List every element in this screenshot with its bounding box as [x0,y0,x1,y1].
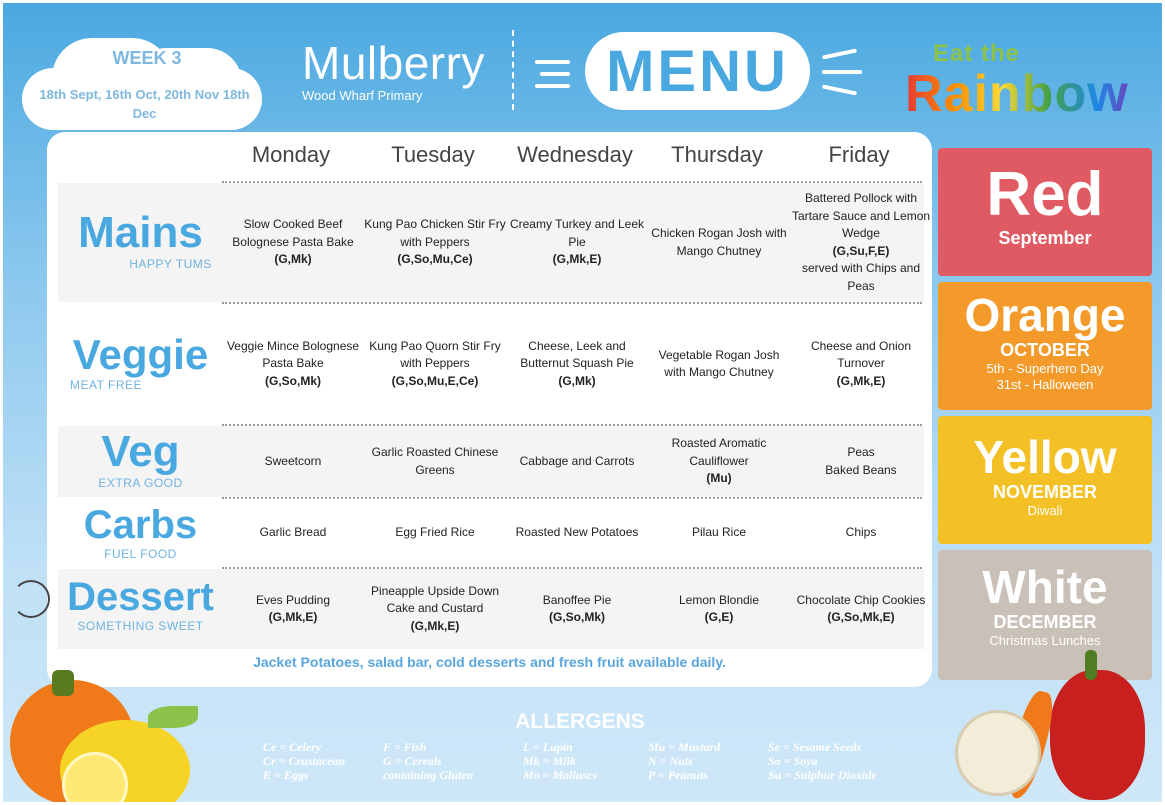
menu-dash [822,70,862,74]
mains-tuesday: Kung Pao Chicken Stir Fry with Peppers (G,So,Mu,Ce) [364,217,506,267]
day-thursday: Thursday [671,142,763,167]
school-name: Wood Wharf Primary [302,88,423,103]
header-divider [512,30,514,110]
veg-row [58,426,924,497]
month-event: Diwali [1027,503,1063,518]
month-name: September [998,228,1092,248]
veggie-monday: Veggie Mince Bolognese Pasta Bake (G,So,Mk) [226,338,360,388]
allergen-column: F = Fish G = Cereals containing Gluten [383,740,474,782]
month-event: 31st - Halloween [996,377,1094,392]
colour-word: Red [986,160,1104,229]
dessert-friday: Chocolate Chip Cookies (G,So,Mk,E) [796,592,926,624]
menu-dash [822,84,857,95]
veggie-tuesday: Kung Pao Quorn Stir Fry with Peppers (G,So,Mu,E,Ce) [369,338,501,388]
day-monday: Monday [251,142,331,167]
month-event: 5th - Superhero Day [986,361,1104,376]
veggie-friday: Cheese and Onion Turnover (G,Mk,E) [810,338,912,388]
mains-title: Mains [78,208,203,257]
swirl-doodle [12,580,50,618]
brand-logo [302,37,485,103]
vegetables-image [955,650,1165,805]
daily-note: Jacket Potatoes, salad bar, cold desserts and fresh fruit available daily. [253,654,726,670]
veg-friday: Peas Baked Beans [825,445,897,477]
veggie-title: Veggie [72,331,209,378]
carbs-thursday: Pilau Rice [691,525,747,540]
mains-row [58,183,931,302]
week-title: WEEK 3 [112,48,182,68]
veg-wednesday: Cabbage and Carrots [519,453,635,468]
carbs-row [58,499,924,567]
dessert-title: Dessert [67,575,214,619]
month-event: Christmas Lunches [989,633,1101,648]
mains-label [58,208,223,271]
day-headers [220,142,930,168]
dessert-row [58,569,924,649]
veg-monday: Sweetcorn [264,453,322,468]
lemon-image [60,720,190,805]
colour-word: White [982,561,1108,613]
allergen-column: L = Lupin Mk = Milk Mo = Molluscs [523,740,598,782]
week-dates: 18th Sept, 16th Oct, 20th Nov 18th Dec [39,87,250,121]
carbs-monday: Garlic Bread [259,525,327,540]
allergens-title: ALLERGENS [515,710,645,733]
dessert-label [58,577,223,633]
month-name: NOVEMBER [992,482,1097,502]
menu-title: MENU [585,32,810,110]
veggie-thursday: Vegetable Rogan Josh with Mango Chutney [658,347,780,379]
carbs-subtitle: FUEL FOOD [104,547,177,561]
dessert-wednesday: Banoffee Pie (G,So,Mk) [542,592,612,624]
eat-the-rainbow-logo [905,40,1145,123]
mains-wednesday: Creamy Turkey and Leek Pie (G,Mk,E) [509,217,645,267]
colour-word: Orange [964,289,1126,341]
month-card-red [938,148,1152,276]
dessert-subtitle: SOMETHING SWEET [77,619,204,633]
dessert-tuesday: Pineapple Upside Down Cake and Custard (G,Mk,E) [370,583,500,633]
veggie-label [58,331,223,392]
veggie-wednesday: Cheese, Leek and Butternut Squash Pie (G,Mk) [520,338,634,388]
month-card-yellow [938,416,1152,544]
allergen-column: Ce = Celery Cr = Crustacean E = Eggs [263,740,346,782]
dessert-monday: Eves Pudding (G,Mk,E) [255,592,331,624]
veggie-subtitle: MEAT FREE [70,378,143,392]
mains-subtitle: HAPPY TUMS [129,257,212,271]
veg-title: Veg [101,427,180,476]
carbs-title: Carbs [83,503,198,547]
allergen-column: Se = Sesame Seeds So = Soya Su = Sulphur Dioxide [768,740,877,782]
mains-thursday: Chicken Rogan Josh with Mango Chutney [651,226,787,258]
menu-dash [535,84,570,88]
carbs-friday: Chips [845,525,877,540]
month-card-orange [938,282,1152,410]
week-cloud [22,30,272,130]
day-friday: Friday [828,142,890,167]
rainbow-line2: Rainbow [905,68,1145,120]
brand-name: Mulberry [302,37,485,89]
month-name: DECEMBER [993,612,1097,632]
dessert-thursday: Lemon Blondie (G,E) [678,592,760,624]
veg-thursday: Roasted Aromatic Cauliflower (Mu) [671,436,767,486]
veg-tuesday: Garlic Roasted Chinese Greens [371,445,499,477]
mains-friday: Battered Pollock with Tartare Sauce and Lemon Wedge (G,Su,F,E) served with Chips and Peas [791,191,931,293]
carbs-wednesday: Roasted New Potatoes [515,525,639,540]
month-name: OCTOBER [1000,340,1090,360]
carbs-tuesday: Egg Fried Rice [395,525,475,540]
colour-word: Yellow [973,431,1117,483]
mains-monday: Slow Cooked Beef Bolognese Pasta Bake (G,Mk) [232,217,354,267]
menu-dash [822,48,857,59]
day-wednesday: Wednesday [517,142,633,167]
rainbow-line1: Eat the [933,40,1021,67]
veggie-row [58,304,924,424]
veg-label [58,427,223,490]
veg-subtitle: EXTRA GOOD [98,476,183,490]
carbs-label [58,505,223,561]
day-tuesday: Tuesday [391,142,475,167]
menu-dash [535,60,570,64]
allergen-column: Mu = Mustard N = Nuts P = Peanuts [648,740,721,782]
menu-dash [540,72,570,76]
